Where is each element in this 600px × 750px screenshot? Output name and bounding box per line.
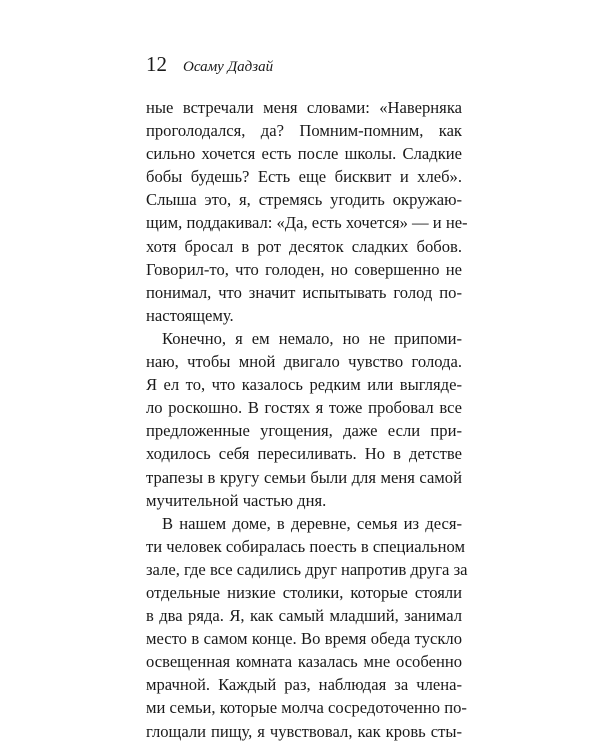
text-line: настоящему.: [146, 305, 234, 325]
text-line: освещенная комната казалась мне особенно: [146, 652, 462, 672]
text-line: ходилось себя пересиливать. Но в детстве: [146, 444, 462, 464]
text-line: понимал, что значит испытывать голод по-: [146, 282, 462, 302]
text-line: наю, чтобы мной двигало чувство голода.: [146, 352, 462, 372]
text-line: место в самом конце. Во время обеда тускло: [146, 629, 462, 649]
paragraph: [146, 96, 468, 327]
text-line: сильно хочется есть после школы. Сладкие: [146, 144, 462, 164]
text-line: мрачной. Каждый раз, наблюдая за члена-: [146, 675, 462, 695]
text-line: зале, где все садились друг напротив друга за: [146, 559, 468, 579]
text-line: проголодался, да? Помним-помним, как: [146, 121, 462, 141]
page-header: [146, 52, 273, 77]
text-line: трапезы в кругу семьи были для меня самой: [146, 467, 462, 487]
page-number: 12: [146, 52, 167, 76]
text-line: в два ряда. Я, как самый младший, занимал: [146, 606, 462, 626]
text-line: отдельные низкие столики, которые стояли: [146, 582, 462, 602]
paragraph: [146, 512, 468, 743]
paragraph: [146, 327, 462, 512]
text-line: Конечно, я ем немало, но не припоми-: [162, 328, 462, 348]
text-line: Говорил-то, что голоден, но совершенно не: [146, 259, 462, 279]
text-line: ми семьи, которые молча сосредоточенно по-: [146, 698, 467, 718]
text-line: глощали пищу, я чувствовал, как кровь сты-: [146, 721, 462, 741]
running-head-author: Осаму Дадзай: [183, 59, 274, 75]
body-text: [146, 96, 468, 743]
text-line: ти человек собиралась поесть в специальном: [146, 536, 465, 556]
text-line: мучительной частью дня.: [146, 490, 327, 510]
text-line: хотя бросал в рот десяток сладких бобов.: [146, 236, 462, 256]
text-line: бобы будешь? Есть еще бисквит и хлеб».: [146, 167, 462, 187]
text-line: ло роскошно. В гостях я тоже пробовал все: [146, 398, 462, 418]
text-line: предложенные угощения, даже если при-: [146, 421, 462, 441]
text-line: Слыша это, я, стремясь угодить окружаю-: [146, 190, 462, 210]
text-line: щим, поддакивал: «Да, есть хочется» — и не-: [146, 213, 468, 233]
text-line: Я ел то, что казалось редким или выгляде-: [146, 375, 462, 395]
text-line: ные встречали меня словами: «Наверняка: [146, 98, 462, 117]
text-line: В нашем доме, в деревне, семья из деся-: [162, 513, 462, 533]
